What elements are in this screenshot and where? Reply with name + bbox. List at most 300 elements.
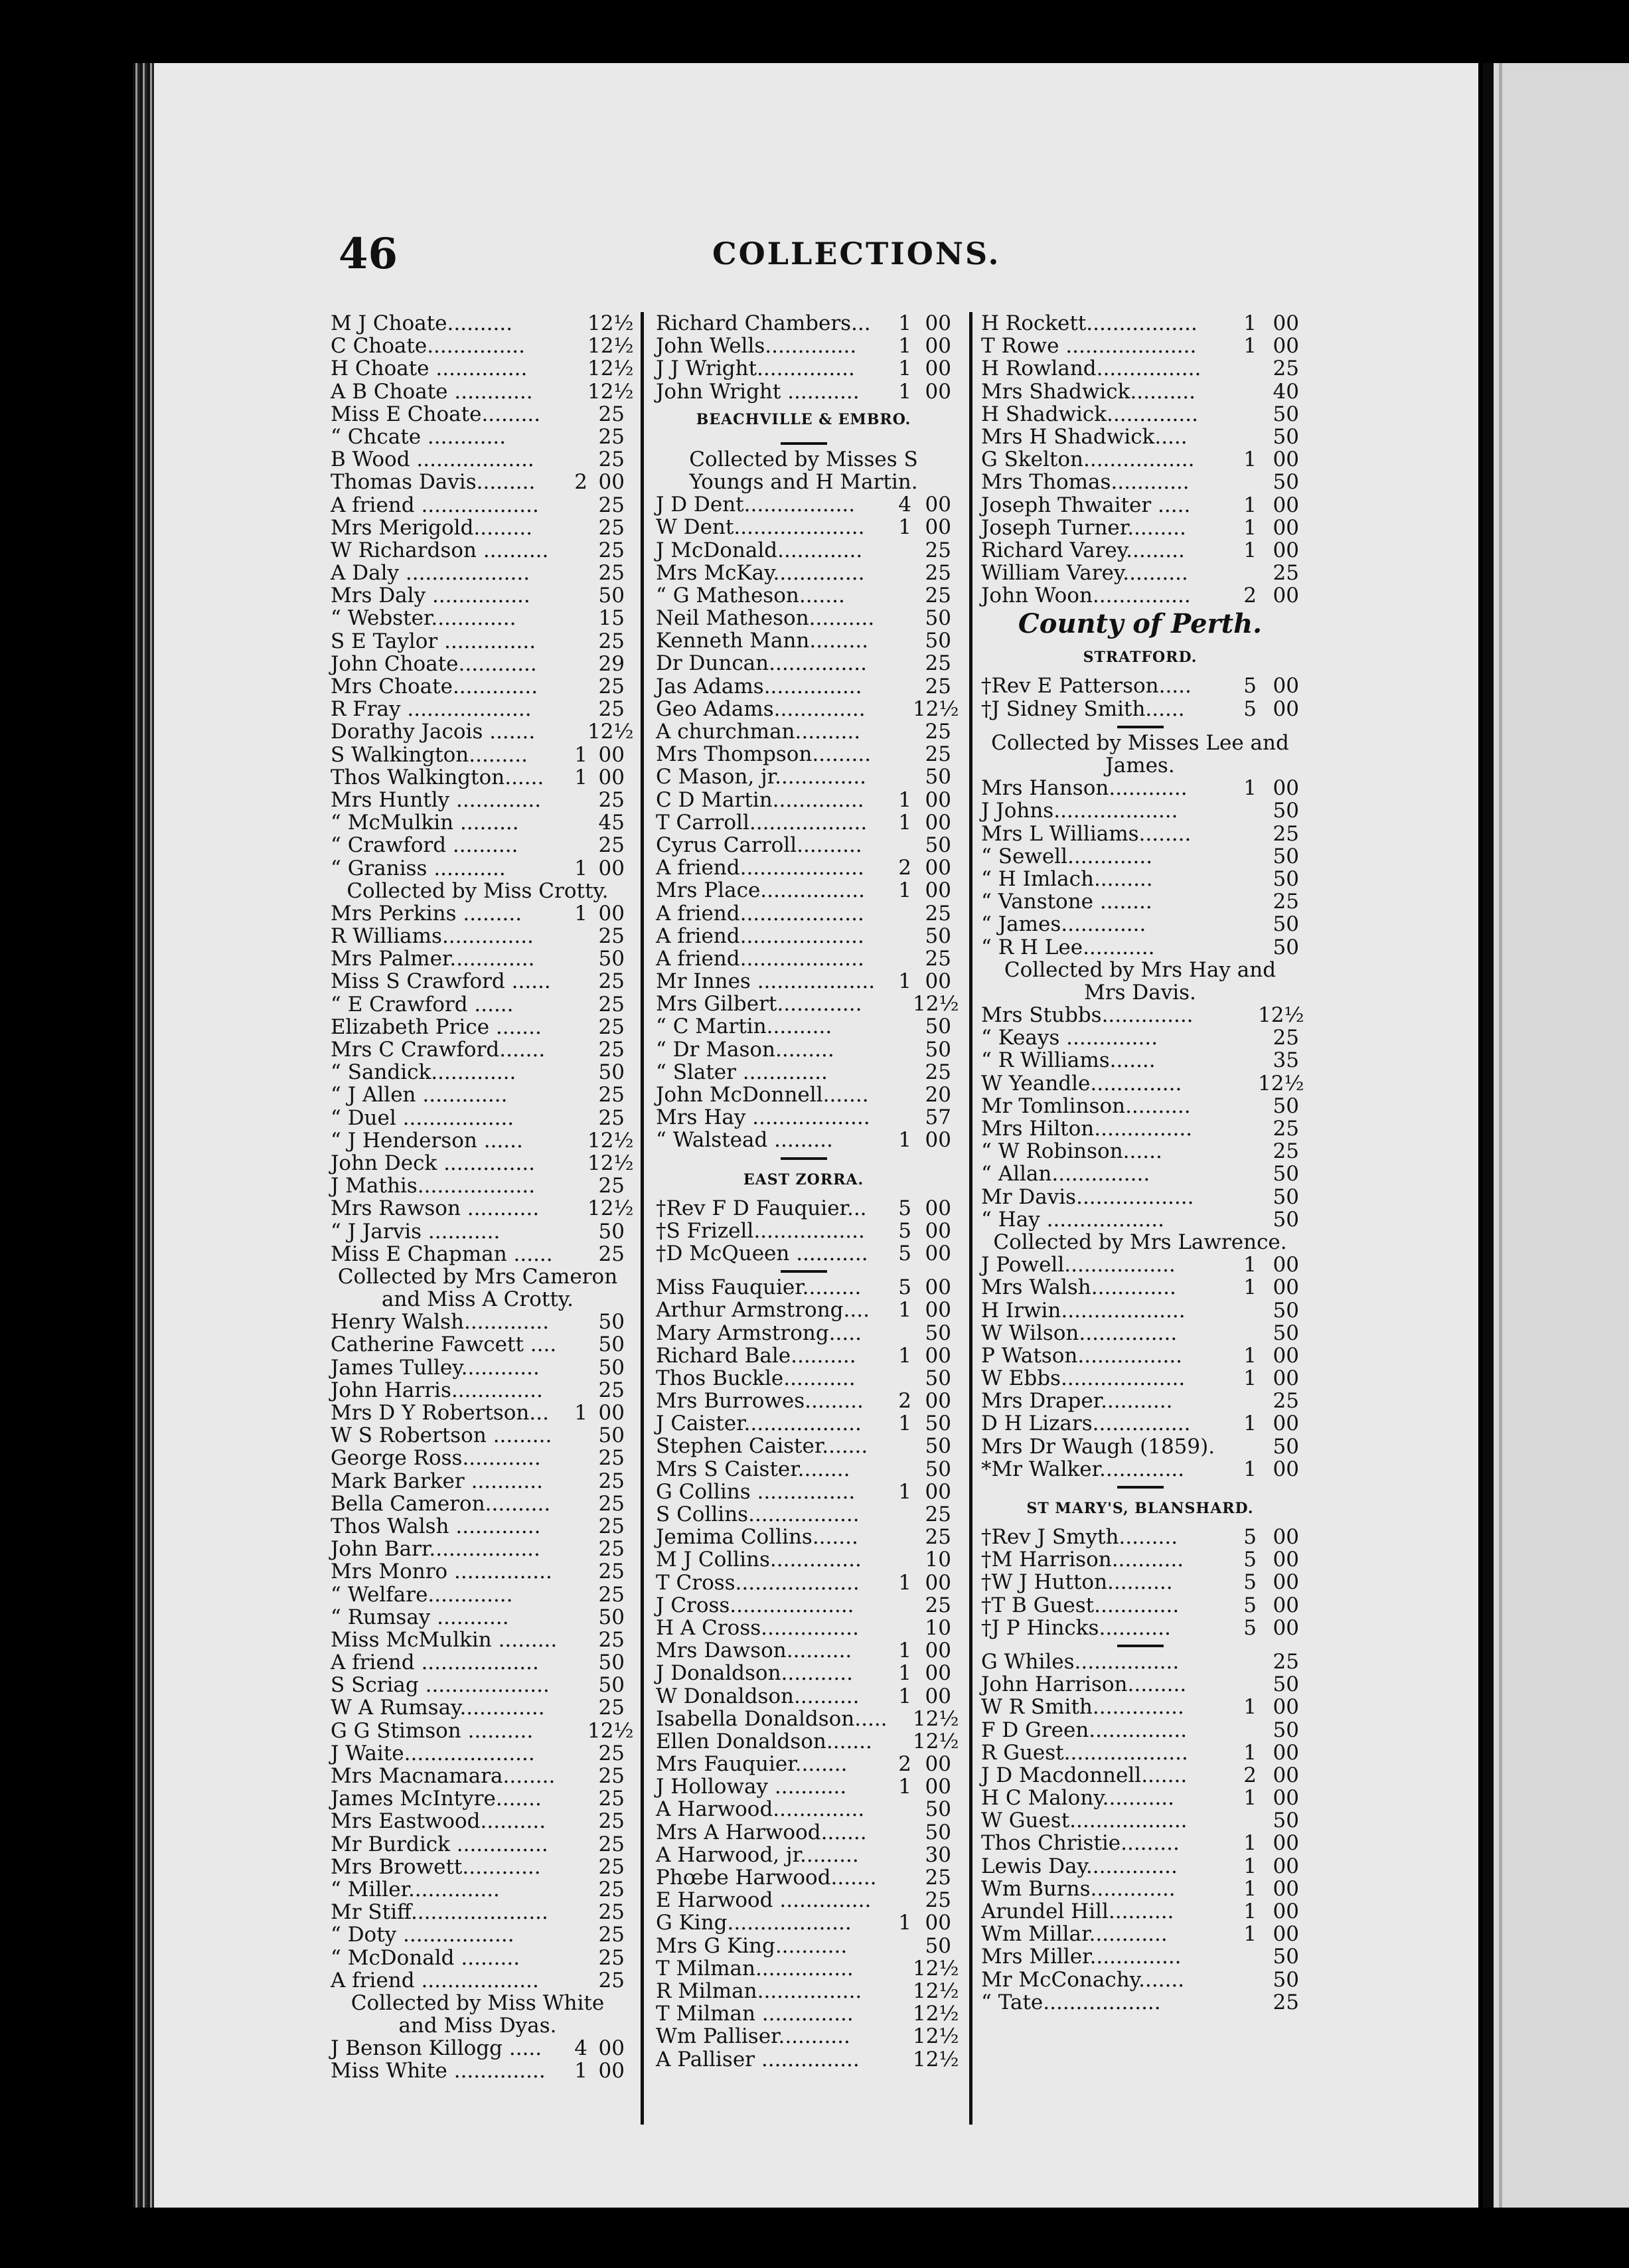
donor-name: W R Smith.............. <box>981 1695 1184 1720</box>
amount-dollars: 1 <box>1243 1275 1257 1300</box>
donor-name: Miss E Choate......... <box>331 402 541 426</box>
amount-cents: 00 <box>1273 1253 1299 1277</box>
amount-cents: 50 <box>1273 844 1299 868</box>
list-item <box>981 1742 1299 1764</box>
donor-name: S E Taylor .............. <box>331 629 536 653</box>
list-item <box>981 1026 1299 1049</box>
donor-name: John Barr................. <box>331 1537 540 1562</box>
donor-name: H Choate .............. <box>331 357 528 381</box>
amount-cents: 25 <box>598 1537 625 1562</box>
amount-cents: 12½ <box>913 992 959 1016</box>
amount-cents: 25 <box>598 833 625 858</box>
amount-dollars: 5 <box>898 1275 911 1300</box>
list-item <box>331 471 625 493</box>
list-item <box>981 471 1299 493</box>
donor-name: “ Allan............... <box>981 1162 1150 1186</box>
list-item <box>656 811 951 834</box>
amount-cents: 50 <box>925 1933 951 1958</box>
list-item <box>656 879 951 902</box>
list-item <box>981 403 1299 426</box>
list-item <box>331 403 625 426</box>
donor-name: H Shadwick.............. <box>981 402 1198 426</box>
list-item <box>981 1458 1299 1481</box>
amount-dollars: 2 <box>898 1752 911 1777</box>
list-item <box>656 1481 951 1503</box>
donor-name: “ Slater ............. <box>656 1060 828 1084</box>
list-item <box>656 1548 951 1571</box>
donor-name: C Mason, jr.............. <box>656 765 867 789</box>
list-item <box>656 766 951 788</box>
amount-cents: 12½ <box>587 1151 634 1175</box>
amount-cents: 50 <box>1273 1162 1299 1186</box>
list-item <box>331 1061 625 1084</box>
list-item <box>331 1424 625 1447</box>
list-item <box>981 698 1299 720</box>
donor-name: Arundel Hill.......... <box>981 1900 1174 1924</box>
amount-cents: 25 <box>598 992 625 1016</box>
donor-name: James Tulley............ <box>331 1355 540 1380</box>
donor-name: Mrs Hay .................. <box>656 1105 870 1130</box>
list-item <box>331 426 625 448</box>
amount-cents: 00 <box>925 379 951 404</box>
donor-name: John Wright ........... <box>656 379 860 404</box>
amount-cents: 25 <box>925 1525 951 1550</box>
amount-cents: 00 <box>1273 1615 1299 1640</box>
donor-name: T Milman............... <box>656 1956 854 1981</box>
donor-name: Miss White .............. <box>331 2059 546 2083</box>
donor-name: “ J Jarvis ........... <box>331 1219 501 1244</box>
donor-name: Stephen Caister....... <box>656 1434 868 1459</box>
donor-name: R Williams.............. <box>331 924 534 949</box>
list-item <box>656 696 959 721</box>
amount-cents: 29 <box>598 651 625 676</box>
amount-cents: 12½ <box>913 2002 959 2026</box>
list-item <box>656 1639 951 1662</box>
list-item <box>981 1299 1299 1322</box>
amount-cents: 50 <box>1273 1967 1299 1992</box>
amount-cents: 50 <box>925 833 951 857</box>
donor-name: †J P Hincks........... <box>981 1615 1171 1640</box>
donor-name: G G Stimson .......... <box>331 1718 534 1743</box>
list-item <box>981 1855 1299 1878</box>
list-item <box>656 1775 951 1798</box>
donor-name: “ Tate.................. <box>981 1990 1161 2014</box>
donor-name: Mark Barker ........... <box>331 1469 543 1493</box>
list-item <box>331 2060 625 2082</box>
donor-name: Catherine Fawcett .... <box>331 1333 557 1357</box>
donor-name: Phœbe Harwood....... <box>656 1866 877 1890</box>
amount-cents: 25 <box>598 1968 625 1992</box>
list-item <box>331 1923 625 1946</box>
donor-name: Mrs A Harwood....... <box>656 1820 867 1844</box>
amount-cents: 25 <box>1273 821 1299 846</box>
list-item <box>656 834 951 856</box>
amount-cents: 25 <box>598 1900 625 1925</box>
parish-heading: EAST ZORRA. <box>743 1171 864 1188</box>
amount-cents: 00 <box>925 787 951 812</box>
amount-cents: 00 <box>925 1570 951 1595</box>
donor-name: “ Dr Mason......... <box>656 1037 834 1062</box>
amount-cents: 50 <box>598 1355 625 1380</box>
donor-name: G Whiles................ <box>981 1649 1180 1674</box>
amount-cents: 25 <box>598 1514 625 1538</box>
amount-cents: 25 <box>598 1741 625 1765</box>
amount-cents: 00 <box>598 765 625 789</box>
list-item <box>981 1163 1299 1185</box>
list-item <box>656 1038 951 1061</box>
amount-dollars: 1 <box>1243 1900 1257 1924</box>
donor-name: “ Graniss ........... <box>331 856 506 880</box>
donor-name: Miss S Crawford ...... <box>331 969 551 994</box>
amount-cents: 25 <box>1273 357 1299 381</box>
list-item <box>331 720 634 744</box>
amount-cents: 50 <box>1273 1207 1299 1232</box>
amount-cents: 00 <box>1273 1366 1299 1391</box>
list-item <box>331 1878 625 1901</box>
list-item <box>981 1276 1299 1299</box>
list-item <box>981 1390 1299 1412</box>
donor-name: “ W Robinson...... <box>981 1139 1162 1164</box>
donor-name: Mrs D Y Robertson... <box>331 1401 549 1425</box>
list-item <box>331 448 625 471</box>
amount-dollars: 1 <box>1243 1366 1257 1391</box>
amount-cents: 12½ <box>587 1718 634 1743</box>
amount-cents: 50 <box>925 1797 951 1822</box>
list-item <box>331 766 625 789</box>
amount-cents: 00 <box>1273 1786 1299 1811</box>
donor-name: Miss McMulkin ......... <box>331 1627 558 1652</box>
amount-dollars: 1 <box>1243 1253 1257 1277</box>
amount-cents: 25 <box>1273 1649 1299 1674</box>
amount-cents: 25 <box>598 1469 625 1493</box>
donor-name: J D Macdonnell....... <box>981 1763 1188 1787</box>
amount-cents: 50 <box>1273 1809 1299 1833</box>
amount-dollars: 1 <box>574 901 587 926</box>
collector-heading: Collected by Miss White and Miss Dyas. <box>350 1990 605 2038</box>
amount-dollars: 1 <box>898 1343 911 1368</box>
amount-dollars: 1 <box>898 1412 911 1436</box>
donor-name: †W J Hutton.......... <box>981 1570 1173 1595</box>
donor-name: Mrs McKay.............. <box>656 560 865 585</box>
list-item <box>331 1856 625 1878</box>
list-item <box>981 1186 1299 1208</box>
donor-name: T Cross................... <box>656 1570 860 1595</box>
list-item <box>331 1606 625 1629</box>
amount-cents: 12½ <box>913 1729 959 1753</box>
donor-name: Neil Matheson.......... <box>656 606 875 631</box>
list-item <box>981 1696 1299 1718</box>
donor-name: “ J Henderson ...... <box>331 1128 523 1153</box>
amount-dollars: 1 <box>1243 1457 1257 1481</box>
list-item <box>331 1333 625 1356</box>
amount-cents: 25 <box>925 1866 951 1890</box>
donor-name: “ Chcate ............ <box>331 424 506 449</box>
list-item <box>981 1787 1299 1809</box>
list-item <box>331 1493 625 1515</box>
amount-cents: 12½ <box>913 2047 959 2071</box>
list-item <box>656 902 951 925</box>
list-item <box>656 1435 951 1457</box>
donor-name: Wm Millar............ <box>981 1922 1168 1947</box>
amount-cents: 00 <box>1273 776 1299 801</box>
list-item <box>656 1753 951 1775</box>
amount-dollars: 5 <box>898 1218 911 1243</box>
amount-cents: 00 <box>1273 1695 1299 1720</box>
amount-dollars: 1 <box>898 1775 911 1799</box>
donor-name: W Yeandle.............. <box>981 1071 1182 1095</box>
amount-dollars: 5 <box>898 1196 911 1220</box>
list-item <box>656 1979 959 2003</box>
amount-dollars: 5 <box>898 1241 911 1265</box>
amount-dollars: 1 <box>898 1479 911 1504</box>
list-item <box>656 1412 951 1435</box>
amount-cents: 50 <box>1273 1321 1299 1345</box>
list-item <box>981 584 1299 607</box>
amount-cents: 12½ <box>913 1706 959 1731</box>
list-item <box>331 1787 625 1810</box>
donor-name: “ Doty ................. <box>331 1923 514 1947</box>
donor-name: Mrs Hilton............... <box>981 1117 1193 1141</box>
amount-cents: 50 <box>1273 799 1299 823</box>
donor-name: “ Webster............. <box>331 606 516 631</box>
donor-name: “ McMulkin ......... <box>331 811 519 835</box>
amount-cents: 25 <box>1273 1139 1299 1164</box>
donor-name: Bella Cameron.......... <box>331 1491 551 1516</box>
amount-cents: 00 <box>1273 1412 1299 1436</box>
donor-name: G Skelton................. <box>981 447 1195 472</box>
donor-name: W Guest.................. <box>981 1809 1188 1833</box>
amount-dollars: 1 <box>898 1570 911 1595</box>
amount-cents: 25 <box>598 1945 625 1970</box>
amount-dollars: 5 <box>1243 1548 1257 1572</box>
list-item <box>981 823 1299 845</box>
list-item <box>656 493 951 516</box>
list-item <box>656 992 959 1016</box>
amount-cents: 25 <box>1273 561 1299 586</box>
section-rule <box>656 1152 951 1163</box>
donor-name: T Rowe .................... <box>981 334 1197 359</box>
donor-name: Richard Varey......... <box>981 538 1185 562</box>
amount-cents: 50 <box>598 1219 625 1244</box>
list-item <box>656 1390 951 1412</box>
amount-cents: 50 <box>925 1037 951 1062</box>
donor-name: Richard Chambers... <box>656 311 871 335</box>
donor-name: A friend .................. <box>331 493 539 517</box>
donor-name: Thos Buckle........... <box>656 1366 856 1390</box>
amount-cents: 50 <box>925 1321 951 1345</box>
amount-cents: 25 <box>598 424 625 449</box>
donor-name: Mrs G King........... <box>656 1933 848 1958</box>
list-item <box>331 517 625 539</box>
amount-cents: 00 <box>1273 1740 1299 1765</box>
donor-name: “ James............. <box>981 912 1146 937</box>
donor-name: George Ross............ <box>331 1446 541 1471</box>
amount-dollars: 5 <box>1243 674 1257 698</box>
amount-dollars: 1 <box>898 787 911 812</box>
donor-name: W Dent.................... <box>656 515 865 540</box>
amount-cents: 00 <box>1273 1763 1299 1787</box>
donor-name: “ Keays .............. <box>981 1026 1158 1050</box>
amount-cents: 25 <box>1273 1990 1299 2014</box>
section-rule <box>656 1265 951 1276</box>
amount-cents: 12½ <box>913 2024 959 2049</box>
list-item <box>981 777 1299 799</box>
list-item <box>981 1651 1299 1673</box>
list-item <box>656 2047 959 2071</box>
amount-dollars: 2 <box>898 1389 911 1414</box>
amount-cents: 50 <box>925 1014 951 1039</box>
list-item <box>656 1572 951 1594</box>
amount-cents: 00 <box>598 470 625 495</box>
amount-cents: 25 <box>1273 890 1299 914</box>
amount-dollars: 1 <box>898 379 911 404</box>
list-item <box>981 1344 1299 1367</box>
donor-name: Mr Stiff..................... <box>331 1900 548 1925</box>
amount-cents: 00 <box>925 878 951 903</box>
amount-cents: 50 <box>1273 1718 1299 1742</box>
amount-cents: 50 <box>1273 424 1299 449</box>
donor-name: “ R H Lee........... <box>981 935 1155 959</box>
list-item <box>981 799 1299 822</box>
amount-cents: 00 <box>1273 311 1299 335</box>
amount-cents: 25 <box>925 1502 951 1527</box>
donor-name: B Wood .................. <box>331 447 534 472</box>
amount-cents: 00 <box>925 1128 951 1153</box>
amount-cents: 00 <box>925 1196 951 1220</box>
donor-name: James McIntyre....... <box>331 1787 542 1811</box>
collector-heading: Collected by Mrs Cameron and Miss A Crotty. <box>337 1264 618 1312</box>
list-item <box>981 1208 1299 1231</box>
amount-cents: 25 <box>598 561 625 586</box>
amount-dollars: 2 <box>1243 584 1257 608</box>
donor-name: H C Malony........... <box>981 1786 1175 1811</box>
donor-name: Mrs L Williams........ <box>981 821 1192 846</box>
donor-name: Cyrus Carroll.......... <box>656 833 862 857</box>
list-item <box>656 629 951 652</box>
list-item <box>981 426 1299 448</box>
donor-name: “ Hay .................. <box>981 1207 1164 1232</box>
donor-name: G Collins ............... <box>656 1479 856 1504</box>
list-item <box>981 1878 1299 1900</box>
amount-cents: 50 <box>598 1651 625 1675</box>
amount-cents: 10 <box>925 1615 951 1640</box>
donor-name: Mrs Thompson......... <box>656 742 872 767</box>
amount-cents: 50 <box>1273 1094 1299 1118</box>
donor-name: Mr Davis.................. <box>981 1184 1194 1209</box>
amount-cents: 00 <box>598 742 625 767</box>
list-item <box>331 947 625 970</box>
amount-cents: 25 <box>598 1014 625 1039</box>
list-item <box>331 1379 625 1402</box>
amount-cents: 25 <box>598 515 625 540</box>
list-item <box>331 1515 625 1538</box>
amount-cents: 00 <box>598 1401 625 1425</box>
donor-name: J Powell................. <box>981 1253 1176 1277</box>
donor-name: “ R Williams....... <box>981 1048 1156 1073</box>
list-item <box>656 1106 951 1129</box>
amount-cents: 12½ <box>587 720 634 744</box>
list-item <box>331 1220 625 1243</box>
donor-name: Wm Palliser........... <box>656 2024 850 2049</box>
amount-cents: 25 <box>598 1627 625 1652</box>
amount-cents: 25 <box>598 1174 625 1198</box>
list-item <box>331 1107 625 1129</box>
list-item <box>981 913 1299 935</box>
donor-name: Joseph Thwaiter ..... <box>981 493 1191 517</box>
amount-cents: 25 <box>925 720 951 744</box>
amount-cents: 00 <box>1273 584 1299 608</box>
amount-cents: 20 <box>925 1083 951 1107</box>
list-item <box>331 630 625 653</box>
amount-dollars: 1 <box>1243 538 1257 562</box>
donor-name: “ C Martin.......... <box>656 1014 832 1039</box>
amount-cents: 25 <box>598 969 625 994</box>
amount-cents: 00 <box>1273 447 1299 472</box>
donor-name: J Waite.................... <box>331 1741 535 1765</box>
donor-name: W Richardson .......... <box>331 538 549 562</box>
list-item <box>656 720 951 743</box>
amount-dollars: 1 <box>1243 1343 1257 1368</box>
list-item <box>656 652 951 675</box>
page-number: 46 <box>339 229 398 279</box>
amount-dollars: 1 <box>1243 311 1257 335</box>
donor-name: Mrs Rawson ........... <box>331 1196 540 1221</box>
donor-name: Mrs Dawson.......... <box>656 1639 852 1663</box>
amount-cents: 00 <box>1273 334 1299 359</box>
list-item <box>981 562 1299 584</box>
amount-cents: 25 <box>598 1764 625 1789</box>
list-item <box>331 1742 625 1765</box>
list-item <box>656 1729 959 1753</box>
amount-cents: 00 <box>1273 515 1299 540</box>
collector-heading: Collected by Misses Lee and James. <box>991 730 1289 778</box>
donor-name: †J Sidney Smith...... <box>981 696 1185 721</box>
amount-cents: 50 <box>925 629 951 653</box>
list-item <box>331 1016 625 1038</box>
list-item <box>656 1276 951 1299</box>
list-item <box>981 517 1299 539</box>
list-item <box>981 1945 1299 1968</box>
list-item <box>656 1503 951 1526</box>
list-item <box>981 1095 1299 1117</box>
donor-name: Mrs Fauquier........ <box>656 1752 848 1777</box>
donor-name: A friend................... <box>656 901 864 926</box>
amount-cents: 25 <box>925 538 951 562</box>
list-item <box>981 1412 1299 1435</box>
donor-name: A Palliser ............... <box>656 2047 860 2071</box>
amount-cents: 00 <box>1273 1854 1299 1878</box>
donor-name: D H Lizars............... <box>981 1412 1191 1436</box>
amount-cents: 50 <box>598 1605 625 1629</box>
amount-dollars: 1 <box>1243 447 1257 472</box>
donor-name: A friend .................. <box>331 1651 539 1675</box>
amount-cents: 12½ <box>1258 1003 1304 1028</box>
amount-cents: 25 <box>598 538 625 562</box>
amount-dollars: 1 <box>1243 334 1257 359</box>
amount-cents: 00 <box>925 1752 951 1777</box>
donor-name: Mrs Hanson............ <box>981 776 1188 801</box>
list-item <box>331 653 625 675</box>
list-item <box>331 539 625 562</box>
amount-cents: 25 <box>598 1696 625 1720</box>
amount-cents: 50 <box>1273 470 1299 495</box>
list-item <box>656 1367 951 1390</box>
donor-name: A B Choate ............ <box>331 379 533 404</box>
list-item <box>981 448 1299 471</box>
amount-cents: 25 <box>598 1923 625 1947</box>
list-item <box>981 539 1299 562</box>
donor-name: *Mr Walker............. <box>981 1457 1185 1481</box>
